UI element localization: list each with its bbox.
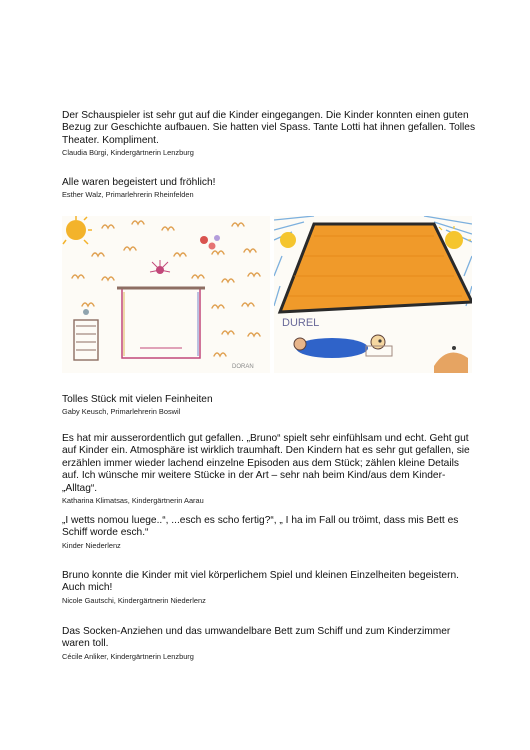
testimonial-author: Katharina Klimatsas, Kindergärtnerin Aarau: [62, 496, 204, 506]
testimonial-author: Nicole Gautschi, Kindergärtnerin Niederlenz: [62, 595, 206, 605]
testimonial-author: Kinder Niederlenz: [62, 540, 121, 550]
testimonial-author: Cécile Anliker, Kindergärtnerin Lenzburg: [62, 651, 194, 661]
testimonial-5: [62, 515, 477, 550]
testimonial-quote: Es hat mir ausserordentlich gut gefallen. „Bruno“ spielt sehr einfühlsam und echt. Geht gut auf Kinder ein. Atmosphäre ist wirklich traumhaft. Den Kindern hat es sehr gut gefallen, sie erzählen immer wieder lachend einzelne Episoden aus dem Stück; zählen kleine Details auf. Ich wünsche mir weitere Stücke in der Art – sehr nah beim Kind/aus dem Kinder-„Alltag“.: [62, 433, 470, 494]
children-drawings: [62, 216, 472, 373]
testimonial-quote: Tolles Stück mit vielen Feinheiten: [62, 394, 213, 405]
drawing-scribble: DUREL: [282, 317, 320, 329]
testimonial-author: Claudia Bürgi, Kindergärtnerin Lenzburg: [62, 148, 194, 158]
testimonial-3: [62, 394, 477, 416]
testimonial-quote: „I wetts nomou luege..“, ...esch es scho fertig?“, „ I ha im Fall ou tröimt, dass mis Bett es Schiff worde esch.“: [62, 515, 459, 539]
testimonial-4: [62, 433, 477, 505]
drawing-left-image: [62, 216, 270, 373]
drawing-signature: DORAN: [232, 364, 254, 370]
testimonial-quote: Bruno konnte die Kinder mit viel körperlichem Spiel und kleinen Einzelheiten begeistern. Auch mich!: [62, 570, 459, 594]
testimonial-author: Esther Walz, Primarlehrerin Rheinfelden: [62, 190, 194, 200]
child-drawing-right: [274, 216, 472, 373]
drawing-right-image: [274, 216, 472, 373]
bed-icon: [296, 338, 368, 358]
testimonial-7: [62, 626, 477, 661]
testimonial-quote: Das Socken-Anziehen und das umwandelbare Bett zum Schiff und zum Kinderzimmer waren toll.: [62, 626, 451, 650]
testimonial-2: [62, 177, 477, 199]
testimonial-quote: Alle waren begeistert und fröhlich!: [62, 177, 216, 188]
testimonial-6: [62, 570, 477, 605]
testimonial-author: Gaby Keusch, Primarlehrerin Boswil: [62, 407, 181, 417]
child-drawing-left: [62, 216, 270, 373]
testimonial-1: [62, 110, 477, 157]
testimonial-quote: Der Schauspieler ist sehr gut auf die Kinder eingegangen. Die Kinder konnten einen guten Bezug zur Geschichte aufbauen. Sie hatten viel Spass. Tante Lotti hat ihnen gefallen. Tolles Theater. Kompliment.: [62, 110, 476, 146]
